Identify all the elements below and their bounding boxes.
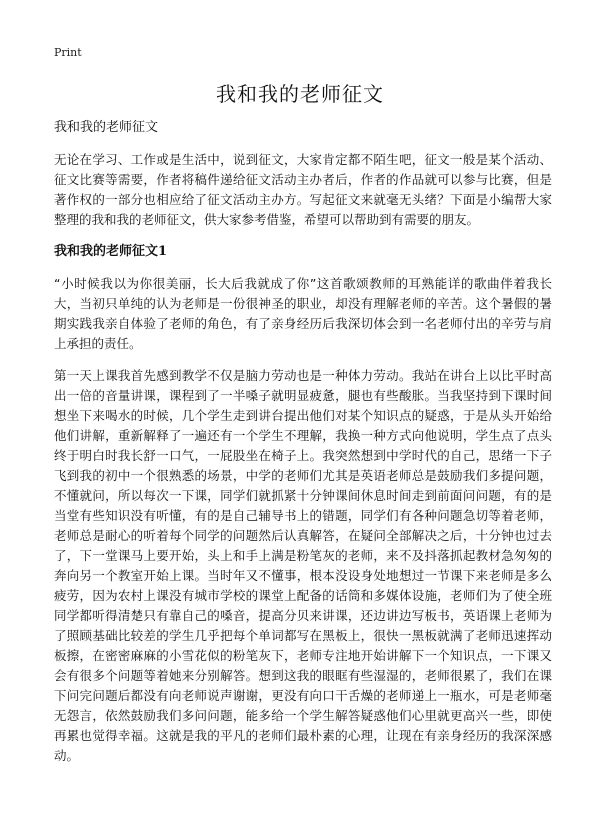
print-link[interactable]: Print: [54, 46, 82, 59]
intro-paragraph: 无论在学习、工作或是生活中，说到征文，大家肯定都不陌生吧，征文一般是某个活动、征文比赛等需要，作者将稿件递给征文活动主办者后，作者的作品就可以参与比赛，但是著作权的一部分也相应给了征文活动主办方。写起征文来就毫无头绪？下面是小编帮大家整理的我和我的老师征文，供大家参考借鉴，希望可以帮助到有需要的朋友。: [54, 152, 552, 227]
document-subtitle: 我和我的老师征文: [54, 120, 159, 135]
body-paragraph: “小时候我以为你很美丽，长大后我就成了你”这首歌颂教师的耳熟能详的歌曲伴着我长大，当初只单纯的认为老师是一份很神圣的职业，却没有理解老师的辛苦。这个暑假的暑期实践我亲自体验了老师的角色，有了亲身经历后我深切体会到一名老师付出的辛劳与肩上承担的责任。: [54, 276, 552, 351]
section-heading: 我和我的老师征文1: [54, 244, 168, 259]
document-body: [54, 118, 552, 778]
document-title: 我和我的老师征文: [216, 82, 384, 106]
body-paragraph: 第一天上课我首先感到教学不仅是脑力劳动也是一种体力劳动。我站在讲台上以比平时高出一倍的音量讲课，课程到了一半嗓子就明显疲惫，腿也有些酸胀。当我坚持到下课时间想坐下来喝水的时候，几个学生走到讲台提出他们对某个知识点的疑惑，于是从头开始给他们讲解，重新解释了一遍还有一个学生不理解，我换一种方式向他说明，学生点了点头终于明白时我长舒一口气，一屁股坐在椅子上。我突然想到中学时代的自己，思绪一下子飞到我的初中一个很熟悉的场景，中学的老师们尤其是英语老师总是鼓励我们多提问题，不懂就问，所以每次一下课，同学们就抓紧十分钟课间休息时间走到前面问问题，有的是当堂有些知识没有听懂，有的是自己辅导书上的错题，同学们有各种问题急切等着老师，老师总是耐心的听着每个同学的问题然后认真解答，在疑问全部解决之后，十分钟也过去了，下一堂课马上要开始，头上和手上满是粉笔灰的老师，来不及抖落抓起教材急匆匆的奔向另一个教室开始上课。当时年又不懂事，根本没设身处地想过一节课下来老师是多么疲劳，因为农村上课没有城市学校的课堂上配备的话筒和多媒体设施，老师们为了使全班同学都听得清楚只有靠自己的嗓音，提高分贝来讲课，还边讲边写板书，英语课上老师为了照顾基础比较差的学生几乎把每个单词都写在黑板上，很快一黑板就满了老师迅速挥动板擦，在密密麻麻的小雪花似的粉笔灰下，老师专注地开始讲解下一个知识点，一下课又会有很多个问题等着她来分别解答。想到这我的眼眶有些湿湿的，老师很累了，我们在课下问完问题后都没有向老师说声谢谢，更没有向口干舌燥的老师递上一瓶水，可是老师毫无怨言，依然鼓励我们多问问题，能多给一个学生解答疑惑他们心里就更高兴一些，即使再累也觉得幸福。这就是我的平凡的老师们最朴素的心理，让现在有亲身经历的我深深感动。: [54, 368, 552, 763]
